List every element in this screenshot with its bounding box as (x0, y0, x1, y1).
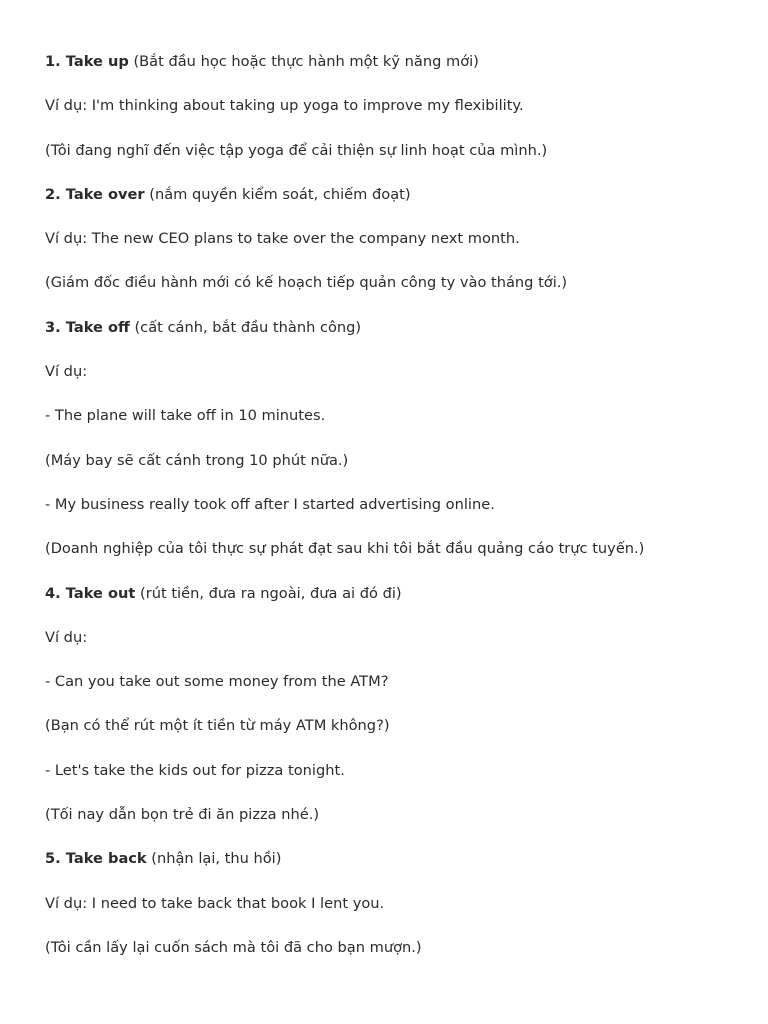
example-label: Ví dụ: (45, 628, 88, 646)
example-translation: (Tôi đang nghĩ đến việc tập yoga để cải thiện sự linh hoạt của mình.) (45, 141, 548, 159)
document-body (45, 52, 745, 982)
example-translation: (Tối nay dẫn bọn trẻ đi ăn pizza nhé.) (45, 806, 320, 824)
phrasal-verb-meaning: (nhận lại, thu hồi) (146, 850, 282, 868)
example-sentence: Ví dụ: I'm thinking about taking up yoga to improve my flexibility. (45, 97, 524, 115)
example-sentence: Ví dụ: I need to take back that book I lent you. (45, 894, 385, 912)
example-translation: (Bạn có thể rút một ít tiền từ máy ATM không?) (45, 717, 390, 735)
phrasal-verb-meaning: (Bắt đầu học hoặc thực hành một kỹ năng mới) (128, 53, 479, 70)
section-heading (45, 584, 745, 604)
example-sentence: - My business really took off after I started advertising online. (45, 495, 495, 513)
example-translation: (Doanh nghiệp của tôi thực sự phát đạt sau khi tôi bắt đầu quảng cáo trực tuyến.) (45, 540, 645, 558)
phrasal-verb-meaning: (nắm quyền kiểm soát, chiếm đoạt) (144, 185, 411, 203)
example-translation: (Giám đốc điều hành mới có kế hoạch tiếp quản công ty vào tháng tới.) (45, 274, 568, 292)
section-heading (45, 318, 745, 338)
section-heading (45, 52, 745, 72)
example-sentence: Ví dụ: The new CEO plans to take over the company next month. (45, 230, 520, 248)
example-sentence: - The plane will take off in 10 minutes. (45, 407, 326, 425)
phrasal-verb-title: 3. Take off (45, 318, 130, 336)
example-translation: (Máy bay sẽ cất cánh trong 10 phút nữa.) (45, 451, 349, 469)
phrasal-verb-title: 4. Take out (45, 584, 136, 602)
phrasal-verb-title: 5. Take back (45, 850, 147, 868)
phrasal-verb-meaning: (cất cánh, bắt đầu thành công) (129, 318, 362, 336)
example-label: Ví dụ: (45, 363, 88, 381)
section-heading (45, 185, 745, 205)
section-heading (45, 849, 745, 869)
example-translation: (Tôi cần lấy lại cuốn sách mà tôi đã cho bạn mượn.) (45, 938, 422, 956)
phrasal-verb-meaning: (rút tiền, đưa ra ngoài, đưa ai đó đi) (135, 584, 402, 602)
phrasal-verb-title: 1. Take up (45, 53, 129, 70)
example-sentence: - Let's take the kids out for pizza tonight. (45, 761, 345, 779)
phrasal-verb-title: 2. Take over (45, 185, 145, 203)
example-sentence: - Can you take out some money from the ATM? (45, 673, 389, 691)
